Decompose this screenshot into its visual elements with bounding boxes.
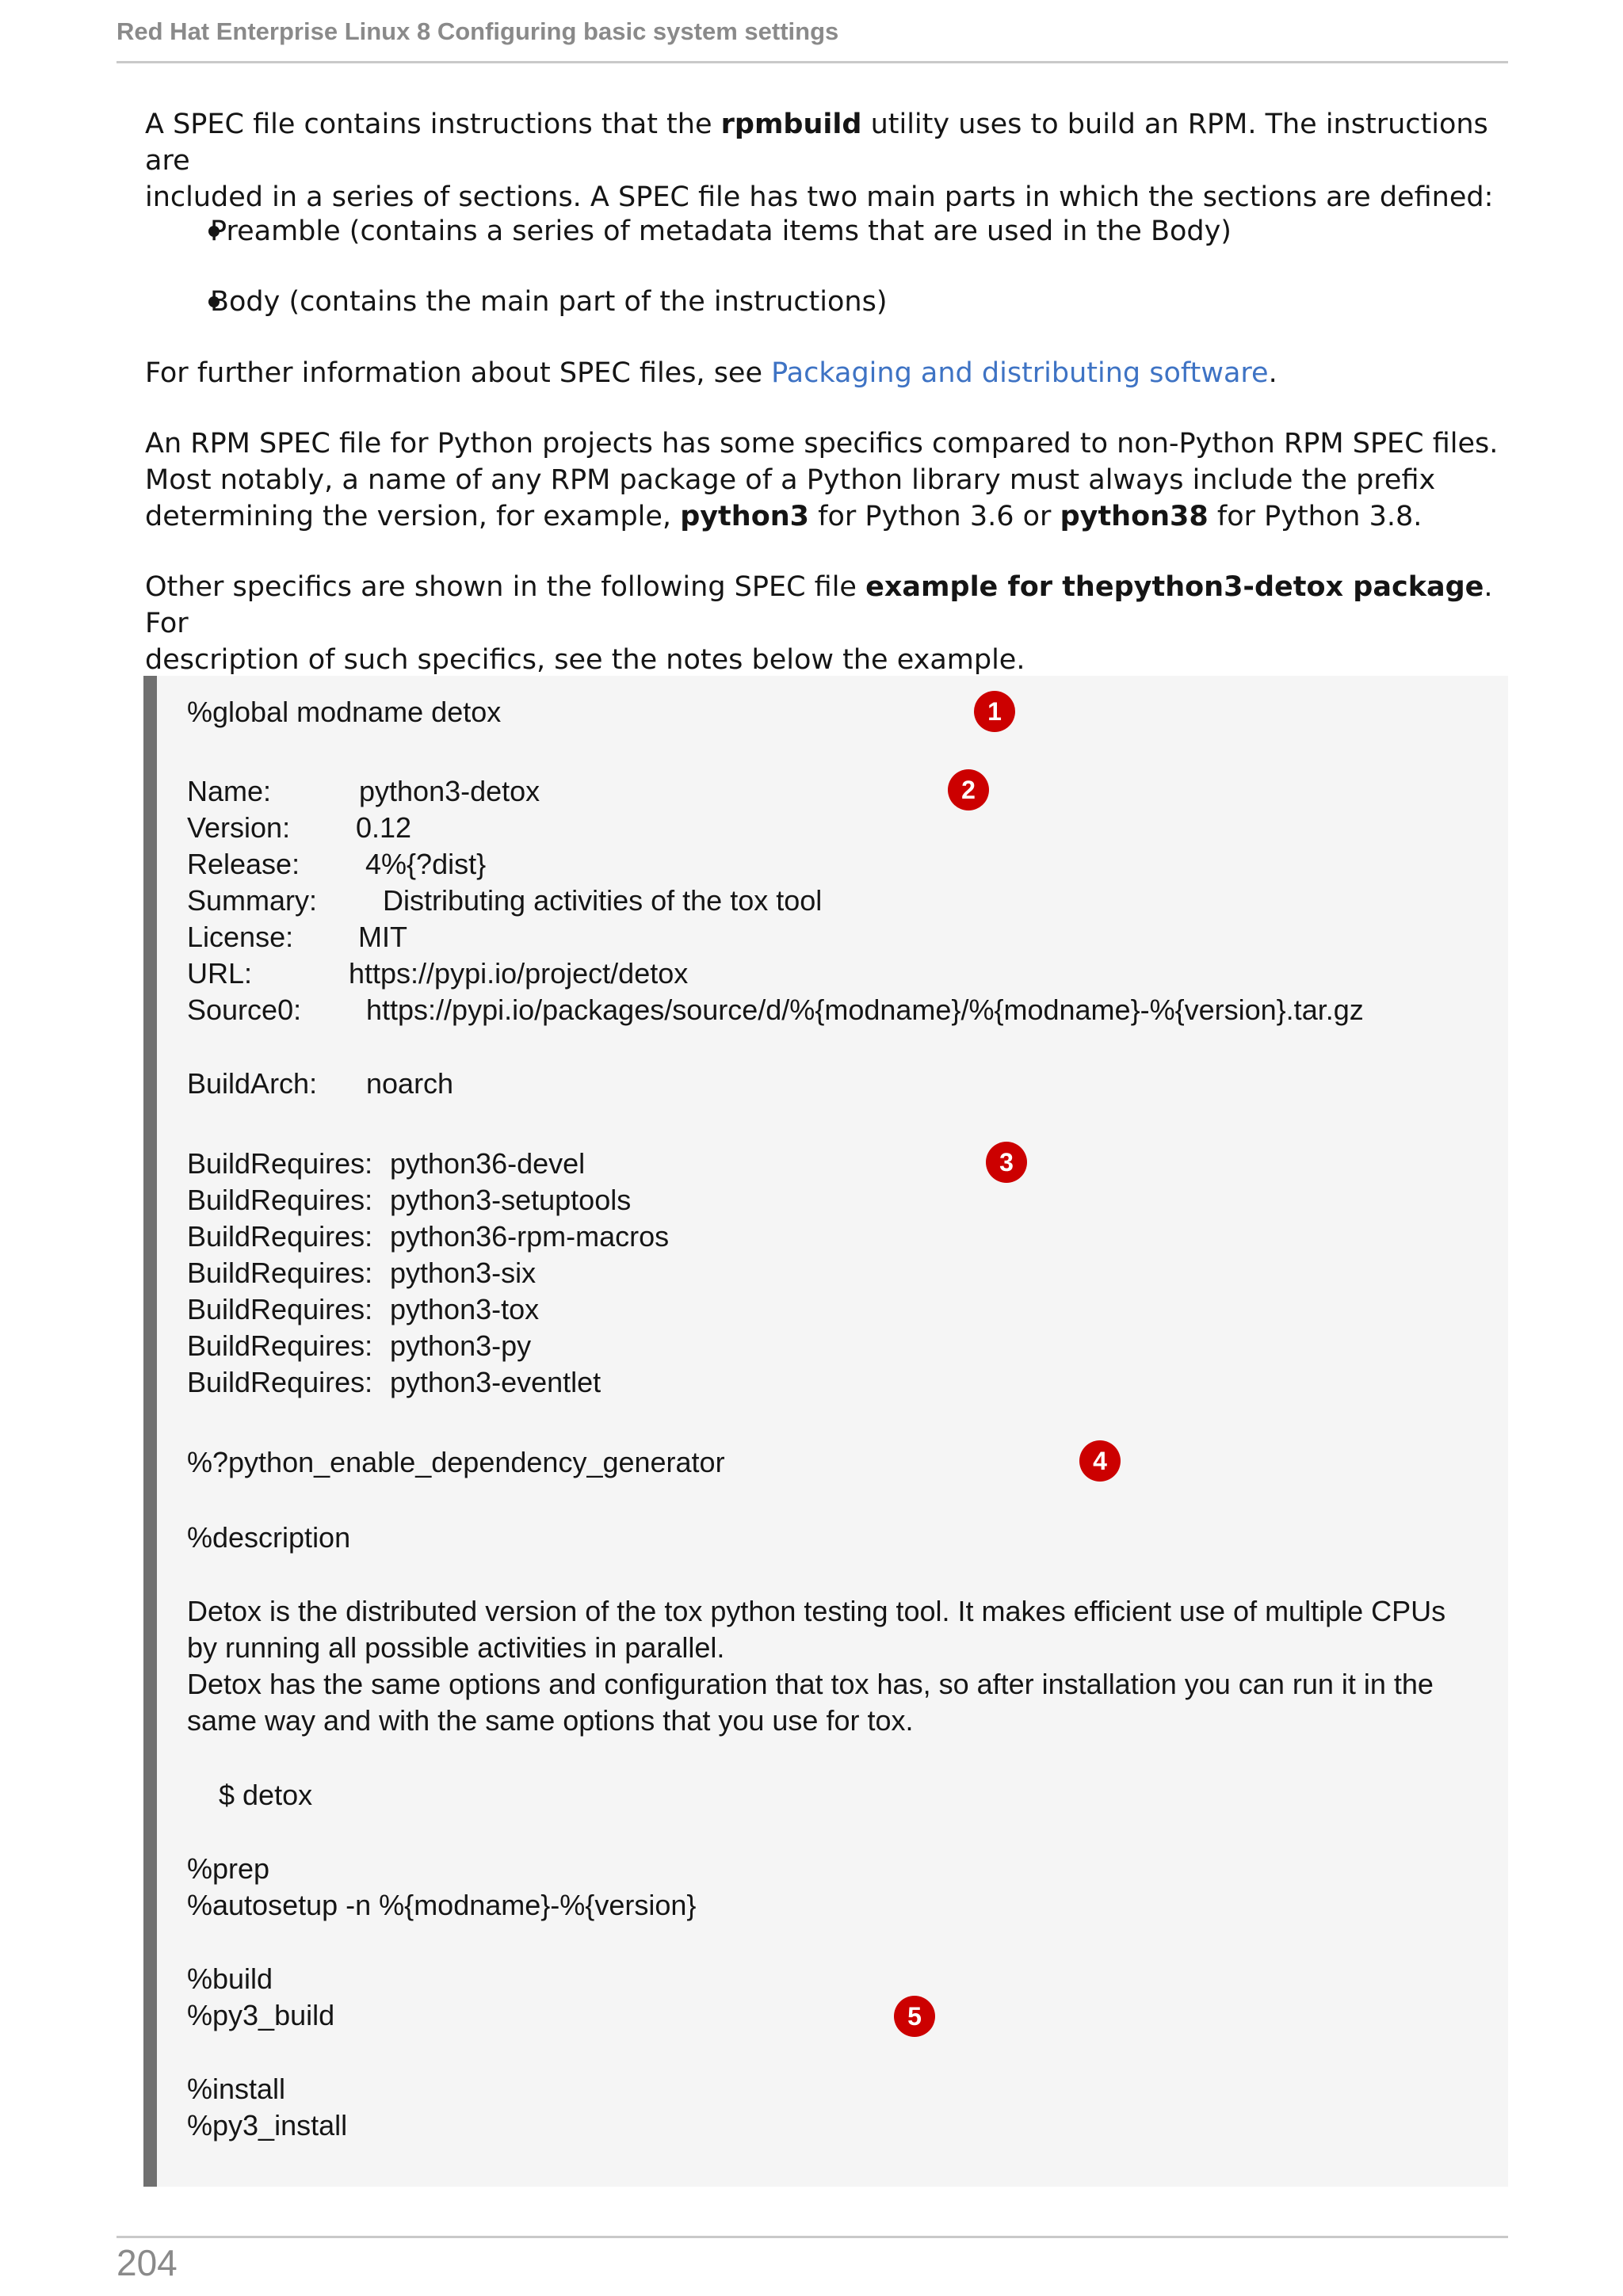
code-line-command: $ detox: [219, 1779, 313, 1811]
text: for Python 3.8.: [1208, 501, 1423, 532]
code-block-bar: [143, 676, 157, 2187]
example-term: example for the: [865, 571, 1114, 603]
code-line-desc: Detox is the distributed version of the tox python testing tool. It makes efficient use of multiple CPUs: [187, 1595, 1446, 1627]
text: For further information about SPEC files, see: [145, 357, 772, 389]
text: . For: [145, 571, 1493, 639]
code-value-buildrequires: python3-tox: [390, 1293, 540, 1325]
callout-5: 5: [894, 1996, 935, 2037]
code-value-buildrequires: python3-setuptools: [390, 1184, 632, 1216]
further-info-paragraph: [145, 355, 1508, 391]
list-item: Body (contains the main part of the instructions): [210, 286, 888, 318]
callout-1: 1: [974, 691, 1015, 732]
page-number: 204: [116, 2242, 178, 2283]
code-value-url: https://pypi.io/project/detox: [349, 957, 689, 990]
rpmbuild-term: rpmbuild: [720, 109, 862, 140]
package-name-term: python3-detox: [1113, 571, 1344, 603]
intro-paragraph: [145, 106, 1508, 215]
example-intro-paragraph: [145, 569, 1508, 678]
code-key-summary: Summary:: [187, 884, 318, 917]
code-value-version: 0.12: [356, 811, 412, 844]
code-line-depgen: %?python_enable_dependency_generator: [187, 1446, 725, 1478]
code-value-source: https://pypi.io/packages/source/d/%{modname}/%{modname}-%{version}.tar.gz: [366, 994, 1364, 1026]
code-key-buildrequires: BuildRequires:: [187, 1147, 373, 1180]
python-specifics-paragraph: [145, 425, 1508, 535]
text: A SPEC file contains instructions that the: [145, 109, 721, 140]
code-value-buildrequires: python36-rpm-macros: [390, 1220, 670, 1253]
code-line-desc: Detox has the same options and configuration that tox has, so after installation you can run it in the: [187, 1668, 1434, 1700]
code-line-install: %install: [187, 2073, 286, 2105]
code-value-buildrequires: python36-devel: [390, 1147, 586, 1180]
code-line-py3install: %py3_install: [187, 2109, 348, 2142]
code-key-version: Version:: [187, 811, 291, 844]
code-key-license: License:: [187, 921, 294, 953]
python3-term: python3: [680, 501, 810, 532]
package-term: package: [1343, 571, 1484, 603]
code-key-url: URL:: [187, 957, 253, 990]
code-key-buildrequires: BuildRequires:: [187, 1184, 373, 1216]
text: Most notably, a name of any RPM package of a Python library must always include the prefix: [145, 464, 1436, 496]
code-line-prep: %prep: [187, 1852, 270, 1885]
packaging-link[interactable]: Packaging and distributing software: [771, 357, 1269, 389]
code-value-release: 4%{?dist}: [365, 848, 487, 880]
code-key-buildrequires: BuildRequires:: [187, 1257, 373, 1289]
code-key-buildrequires: BuildRequires:: [187, 1220, 373, 1253]
text: utility uses to build an RPM. The instructions are: [145, 109, 1488, 177]
text: An RPM SPEC file for Python projects has some specifics compared to non-Python RPM SPEC files.: [145, 428, 1499, 460]
code-line-desc: by running all possible activities in parallel.: [187, 1631, 725, 1664]
code-key-name: Name:: [187, 775, 272, 807]
footer-rule: [116, 2236, 1508, 2238]
text: Other specifics are shown in the following SPEC file: [145, 571, 866, 603]
code-key-buildarch: BuildArch:: [187, 1067, 318, 1100]
code-value-name: python3-detox: [359, 775, 540, 807]
python38-term: python38: [1060, 501, 1209, 532]
text: for Python 3.6 or: [809, 501, 1060, 532]
code-key-source: Source0:: [187, 994, 302, 1026]
code-value-buildrequires: python3-py: [390, 1329, 532, 1362]
code-line-desc: same way and with the same options that you use for tox.: [187, 1704, 914, 1737]
code-value-buildarch: noarch: [366, 1067, 454, 1100]
text: included in a series of sections. A SPEC file has two main parts in which the sections are defined:: [145, 181, 1494, 213]
spec-file-code-block: [143, 676, 1508, 2187]
code-value-license: MIT: [358, 921, 407, 953]
code-line-py3build: %py3_build: [187, 1999, 335, 2031]
text: description of such specifics, see the notes below the example.: [145, 644, 1025, 676]
running-header: Red Hat Enterprise Linux 8 Configuring basic system settings: [116, 17, 839, 45]
code-key-release: Release:: [187, 848, 300, 880]
text: determining the version, for example,: [145, 501, 681, 532]
code-line-autosetup: %autosetup -n %{modname}-%{version}: [187, 1889, 697, 1921]
list-item: Preamble (contains a series of metadata items that are used in the Body): [210, 215, 1232, 247]
code-line-global: %global modname detox: [187, 696, 502, 728]
callout-3: 3: [986, 1142, 1027, 1183]
code-value-summary: Distributing activities of the tox tool: [383, 884, 823, 917]
callout-2: 2: [948, 769, 989, 810]
header-rule: [116, 61, 1508, 63]
code-line-description: %description: [187, 1521, 351, 1554]
code-key-buildrequires: BuildRequires:: [187, 1329, 373, 1362]
text: .: [1268, 357, 1277, 389]
callout-4: 4: [1079, 1440, 1121, 1482]
code-key-buildrequires: BuildRequires:: [187, 1366, 373, 1398]
code-key-buildrequires: BuildRequires:: [187, 1293, 373, 1325]
code-value-buildrequires: python3-six: [390, 1257, 537, 1289]
code-line-build: %build: [187, 1962, 273, 1995]
code-value-buildrequires: python3-eventlet: [390, 1366, 601, 1398]
